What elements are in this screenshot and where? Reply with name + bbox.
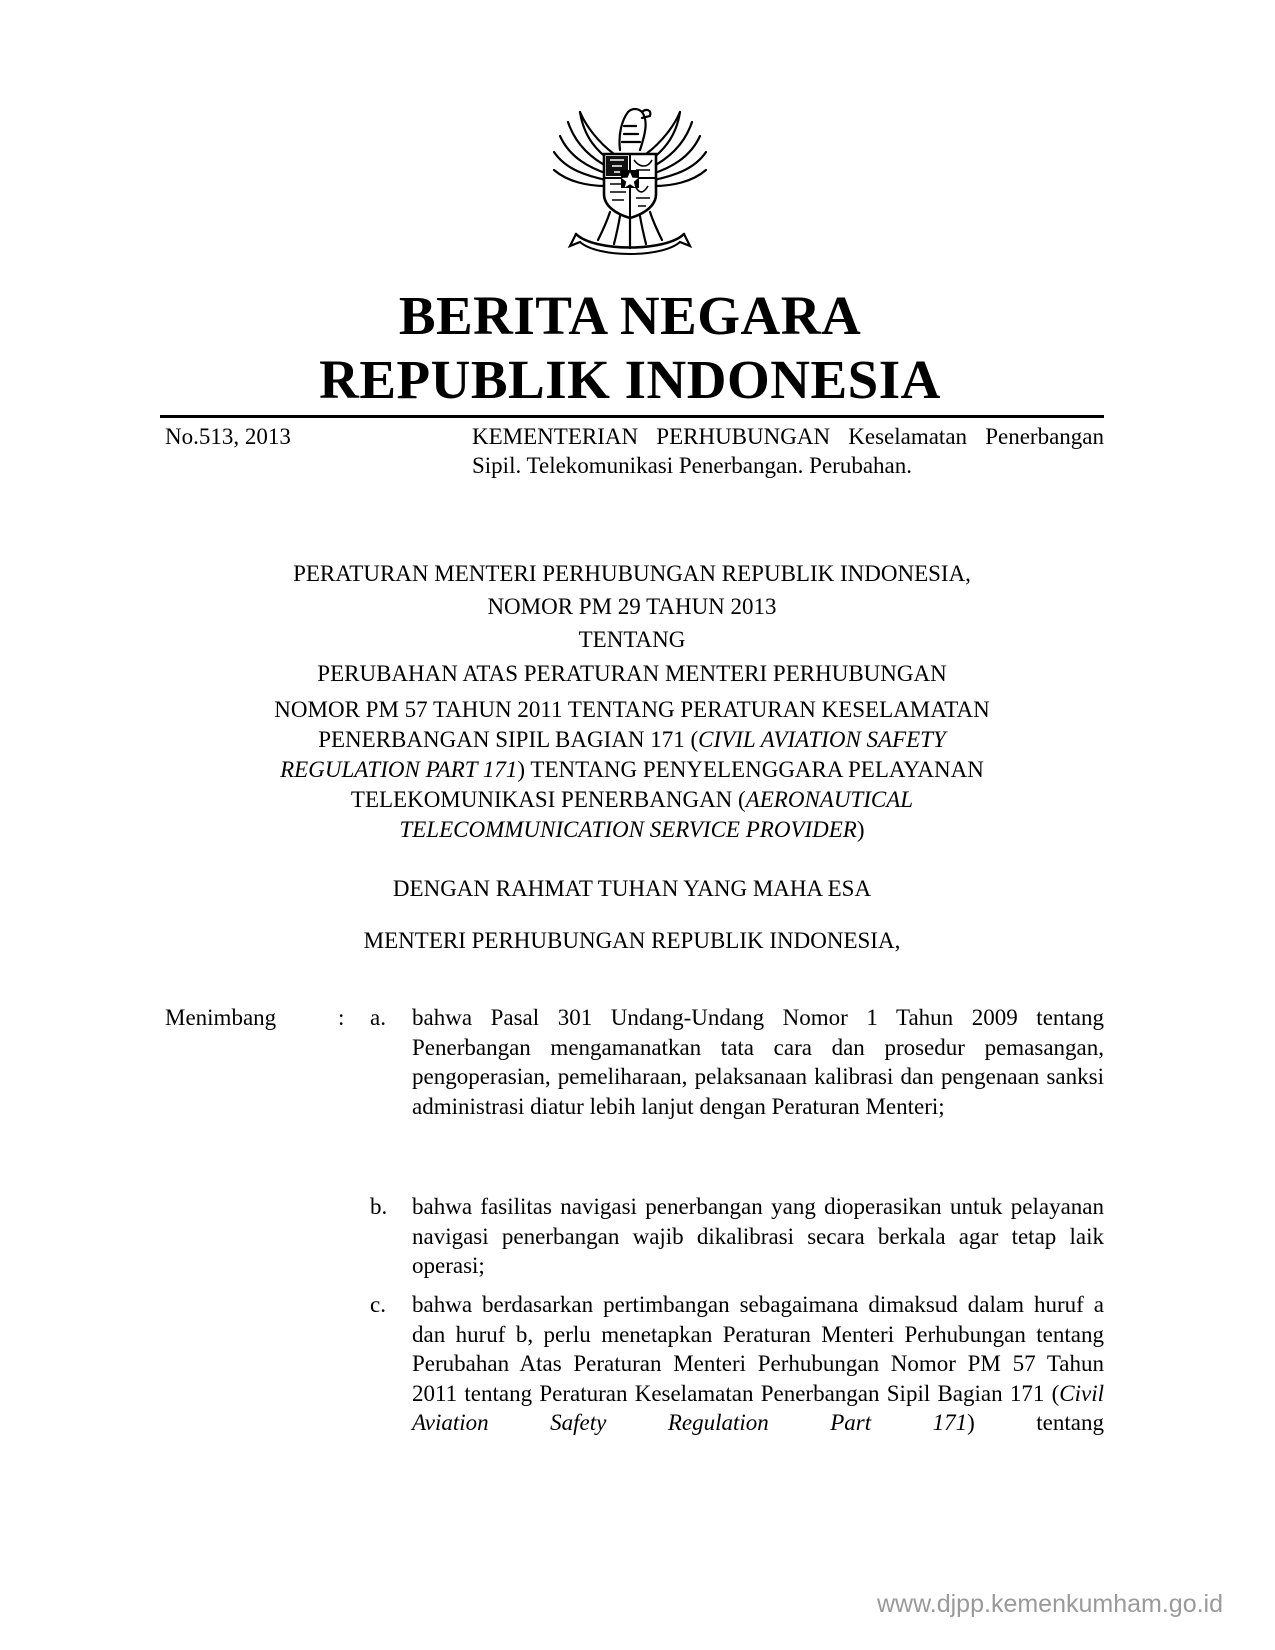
item-text-part: bahwa berdasarkan pertimbangan sebagaimana dimaksud dalam huruf a dan huruf b, perlu menetapkan Peraturan Menteri Perhubungan tentang Perubahan Atas Peraturan Menteri Perhubungan Nomor PM 57 Tahun 2011 tentang Peraturan Keselamatan Penerbangan Sipil Bagian 171 ( [412,1292,1104,1406]
title-text: TELEKOMUNIKASI PENERBANGAN ( [350,787,746,812]
item-text: bahwa fasilitas navigasi penerbangan yang dioperasikan untuk pelayanan navigasi penerbangan wajib dikalibrasi secara berkala agar tetap laik operasi; [412,1194,1104,1278]
masthead-divider [160,415,1104,418]
item-marker: a. [370,1005,386,1030]
regulation-number: NOMOR PM 29 TAHUN 2013 [487,594,777,619]
masthead-title-line1: BERITA NEGARA [398,285,862,346]
regulation-title-line2 [160,725,1104,755]
regulation-heading-line1: PERATURAN MENTERI PERHUBUNGAN REPUBLIK INDONESIA, [293,561,971,586]
invocation: DENGAN RAHMAT TUHAN YANG MAHA ESA [392,876,872,901]
title-italic-text: TELECOMMUNICATION SERVICE PROVIDER [399,817,857,842]
regulation-title-line5 [160,815,1104,845]
footer-url: www.djpp.kemenkumham.go.id [877,1590,1223,1618]
considering-item-b [370,1192,1104,1281]
considering-label: Menimbang [165,1005,277,1030]
regulation-title-line4 [160,785,1104,815]
title-italic-text: AERONAUTICAL [745,787,914,812]
title-italic-text: CIVIL AVIATION SAFETY [698,727,946,752]
item-marker: b. [370,1194,388,1219]
issue-number: No.513, 2013 [165,424,291,449]
garuda-emblem [540,82,720,260]
item-text [412,1290,1104,1438]
item-italic-text: Civil Aviation Safety Regulation Part 171 [412,1380,1104,1435]
title-text: ) [856,817,865,842]
considering-item-c [370,1290,1104,1438]
regulation-about: TENTANG [578,627,686,652]
masthead-title-line2: REPUBLIK INDONESIA [319,349,941,410]
title-italic-text: REGULATION PART 171 [280,757,518,782]
regulation-heading-line4: PERUBAHAN ATAS PERATURAN MENTERI PERHUBUNGAN [317,661,947,686]
regulation-title-line3 [160,755,1104,785]
item-marker: c. [370,1292,386,1317]
item-text-part: ) tentang [967,1410,1104,1435]
regulation-title [160,695,1104,845]
considering-colon: : [338,1005,345,1030]
issue-subject: KEMENTERIAN PERHUBUNGAN Keselamatan Penerbangan Sipil. Telekomunikasi Penerbangan. Perubahan. [472,424,1104,478]
title-text: ) TENTANG PENYELENGGARA PELAYANAN [517,757,984,782]
considering-item-a [370,1003,1104,1121]
item-text: bahwa Pasal 301 Undang-Undang Nomor 1 Tahun 2009 tentang Penerbangan mengamanatkan tata cara dan prosedur pemasangan, pengoperasian, pemeliharaan, pelaksanaan kalibrasi dan pengenaan sanksi administrasi diatur lebih lanjut dengan Peraturan Menteri; [412,1005,1104,1119]
regulation-title-line1: NOMOR PM 57 TAHUN 2011 TENTANG PERATURAN KESELAMATAN [274,697,990,722]
title-text: PENERBANGAN SIPIL BAGIAN 171 ( [318,727,699,752]
minister-heading: MENTERI PERHUBUNGAN REPUBLIK INDONESIA, [363,928,901,953]
